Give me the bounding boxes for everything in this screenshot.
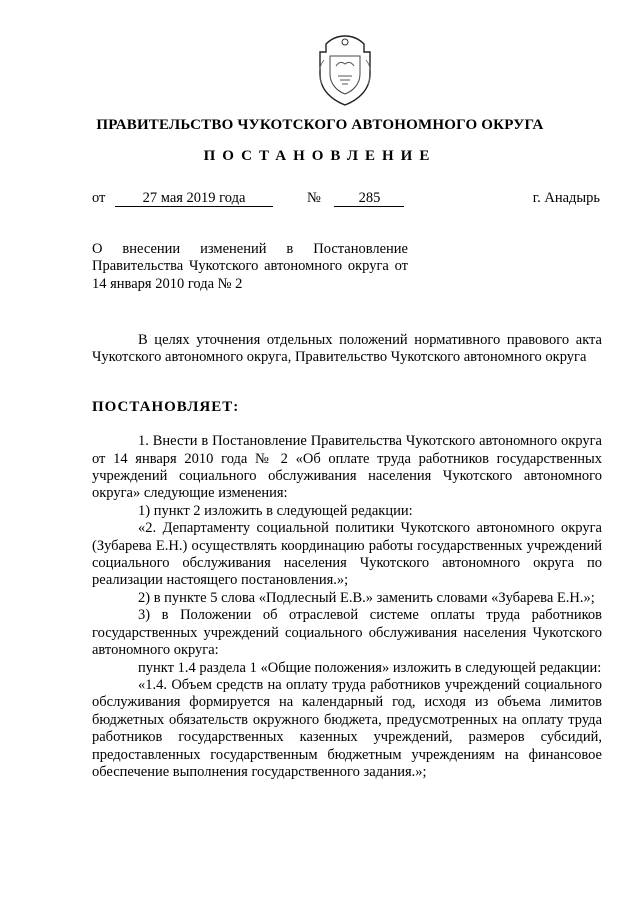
paragraph: «1.4. Объем средств на оплату труда работников учреждений социального обслуживания формируется на календарный год, исходя из объема лимитов бюджетных обязательств окружного бюджета, предусмотренных на оплату труда работников государственных казенных учреждений, размеров субсидий, предоставленных государственным бюджетным учреждениям на финансовое обеспечение выполнения государственного задания.»;	[92, 676, 602, 780]
number-line	[307, 190, 404, 207]
paragraph: 2) в пункте 5 слова «Подлесный Е.В.» заменить словами «Зубарева Е.Н.»;	[138, 589, 595, 606]
paragraph: пункт 1.4 раздела 1 «Общие положения» изложить в следующей редакции:	[138, 659, 602, 676]
coat-of-arms-icon	[306, 30, 384, 110]
paragraph: 1. Внести в Постановление Правительства Чукотского автономного округа от 14 января 2010 года № 2 «Об оплате труда работников государственных учреждений социального обслуживания населения Чукотского автономного округа» следующие изменения:	[92, 433, 602, 502]
city: г. Анадырь	[532, 190, 600, 206]
document-body	[92, 332, 602, 781]
paragraph: 1) пункт 2 изложить в следующей редакции:	[138, 502, 413, 519]
organization-title: ПРАВИТЕЛЬСТВО ЧУКОТСКОГО АВТОНОМНОГО ОКРУГА	[96, 117, 544, 133]
from-label: от	[92, 190, 106, 206]
paragraph: «2. Департаменту социальной политики Чукотского автономного округа (Зубарева Е.Н.) осуществлять координацию работы государственных учреждений социального обслуживания населения Чукотского автономного округа по реализации настоящего постановления.»;	[92, 520, 602, 589]
date-line	[92, 190, 273, 207]
paragraph: 3) в Положении об отраслевой системе оплаты труда работников государственных учреждений социального обслуживания населения Чукотского автономного округа:	[92, 607, 602, 659]
document-type: ПОСТАНОВЛЕНИЕ	[203, 148, 437, 164]
document-date: 27 мая 2019 года	[115, 191, 273, 207]
preamble: В целях уточнения отдельных положений нормативного правового акта Чукотского автономного округа, Правительство Чукотского автономного округа	[92, 332, 602, 366]
document-subject: О внесении изменений в Постановление Правительства Чукотского автономного округа от 14 января 2010 года № 2	[92, 241, 408, 292]
document-number: 285	[334, 191, 404, 207]
decree-heading: ПОСТАНОВЛЯЕТ:	[92, 398, 240, 415]
number-label: №	[307, 190, 321, 206]
